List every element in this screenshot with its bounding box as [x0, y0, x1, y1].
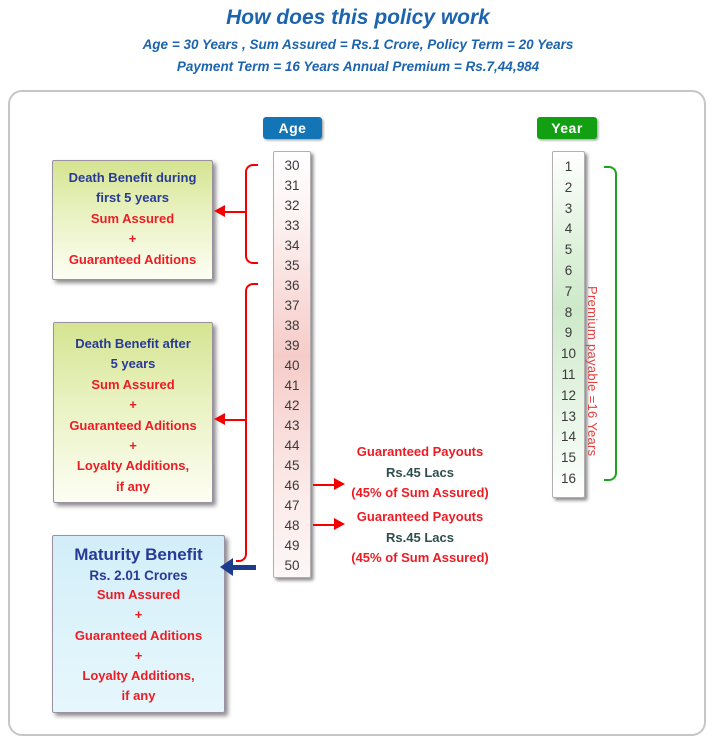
payout-amount: Rs.45 Lacs [386, 464, 454, 480]
year-column [552, 151, 585, 498]
guaranteed-payout-age-48 [338, 507, 502, 569]
year-cell: 7 [564, 283, 573, 299]
bracket2-arrow-line [224, 419, 245, 421]
year-cell: 4 [564, 221, 573, 237]
box-item: + [134, 647, 143, 663]
box-item: + [134, 607, 143, 623]
payout-note: (45% of Sum Assured) [351, 550, 489, 565]
maturity-amount: Rs. 2.01 Crores [89, 568, 188, 583]
year-cell: 8 [564, 304, 573, 320]
age-cell: 39 [284, 338, 300, 353]
payout-arrow-line-age-48 [313, 524, 334, 526]
age-cell: 31 [284, 178, 300, 193]
payout-arrowhead-icon-age-48 [334, 518, 345, 530]
payout-title: Guaranteed Payouts [356, 509, 484, 524]
age-cell: 38 [284, 318, 300, 333]
bracket1-arrow-line [224, 211, 245, 213]
age-30-35-bracket [245, 164, 258, 264]
box-heading: Death Benefit after [75, 336, 191, 351]
bracket2-arrowhead-icon [214, 413, 225, 425]
year-cell: 11 [561, 366, 576, 382]
age-cell: 30 [284, 158, 300, 173]
age-cell: 50 [284, 558, 300, 573]
year-column-header: Year [537, 117, 597, 139]
year-cell: 12 [560, 387, 577, 403]
age-cell: 42 [284, 398, 300, 413]
box-items [53, 209, 212, 270]
age-cell: 45 [284, 458, 300, 473]
age-cell: 33 [284, 218, 300, 233]
age-cell: 34 [284, 238, 300, 253]
box-heading: Death Benefit during [68, 170, 197, 185]
box-item: + [128, 231, 137, 247]
payout-note: (45% of Sum Assured) [351, 485, 489, 500]
age-cell: 36 [284, 278, 300, 293]
year-cell: 14 [560, 429, 577, 445]
guaranteed-payout-age-46 [338, 442, 502, 504]
maturity-arrow-line [231, 565, 256, 570]
payout-arrowhead-icon-age-46 [334, 478, 345, 490]
age-cell: 49 [284, 538, 300, 553]
age-cell: 35 [284, 258, 300, 273]
age-cell: 32 [284, 198, 300, 213]
age-36-50-bracket [245, 283, 258, 549]
maturity-arrowhead-icon [220, 558, 233, 576]
page-title: How does this policy work [226, 6, 490, 29]
year-cell: 10 [560, 346, 577, 362]
bracket1-arrowhead-icon [214, 205, 225, 217]
box-item: Guaranteed Aditions [74, 627, 203, 643]
box-item: Sum Assured [90, 210, 175, 226]
year-cell: 6 [564, 262, 573, 278]
age-cell: 41 [284, 378, 300, 393]
box-item: Loyalty Additions, [76, 458, 190, 474]
box-item: + [129, 438, 137, 454]
payout-arrow-line-age-46 [313, 484, 334, 486]
age-cell: 48 [284, 518, 300, 533]
box-item: Guaranteed Aditions [68, 251, 197, 267]
box-item: Guaranteed Aditions [69, 417, 197, 433]
box-heading: first 5 years [96, 190, 169, 206]
age-column [273, 151, 311, 578]
box-items [54, 375, 212, 497]
age-cell: 44 [284, 438, 300, 453]
age-cell: 47 [284, 498, 300, 513]
maturity-benefit-box [52, 535, 225, 713]
age-column-header: Age [263, 117, 322, 139]
age-cell: 43 [284, 418, 300, 433]
premium-years-bracket [604, 166, 617, 481]
box-item: if any [121, 688, 156, 704]
death-benefit-first-5-years-box [52, 160, 213, 280]
box-item: Sum Assured [96, 587, 181, 602]
box-heading: 5 years [110, 356, 156, 372]
year-cell: 16 [560, 470, 577, 486]
policy-parameters-line1: Age = 30 Years , Sum Assured = Rs.1 Crore, Policy Term = 20 Years [142, 37, 574, 52]
year-cell: 13 [560, 408, 577, 424]
year-cell: 5 [564, 242, 573, 258]
box-item: Loyalty Additions, [82, 668, 195, 684]
box-item: Sum Assured [91, 376, 175, 392]
year-cell: 3 [564, 200, 573, 216]
age-cell: 37 [284, 298, 300, 313]
payout-title: Guaranteed Payouts [356, 444, 484, 459]
age-cell: 46 [284, 478, 300, 493]
box-item: if any [116, 478, 150, 494]
year-cell: 9 [564, 325, 573, 341]
year-cell: 2 [564, 179, 573, 195]
year-cell: 15 [560, 450, 577, 466]
year-cell: 1 [564, 159, 573, 174]
box-item: + [129, 397, 137, 413]
premium-payable-note: Premium payable =16 Years [585, 286, 600, 457]
box-items [53, 585, 224, 707]
maturity-heading: Maturity Benefit [74, 545, 203, 564]
age-cell: 40 [284, 358, 300, 373]
payout-amount: Rs.45 Lacs [386, 529, 454, 545]
policy-parameters-line2: Payment Term = 16 Years Annual Premium = Rs.7,44,984 [176, 59, 540, 74]
death-benefit-after-5-years-box [53, 322, 213, 503]
